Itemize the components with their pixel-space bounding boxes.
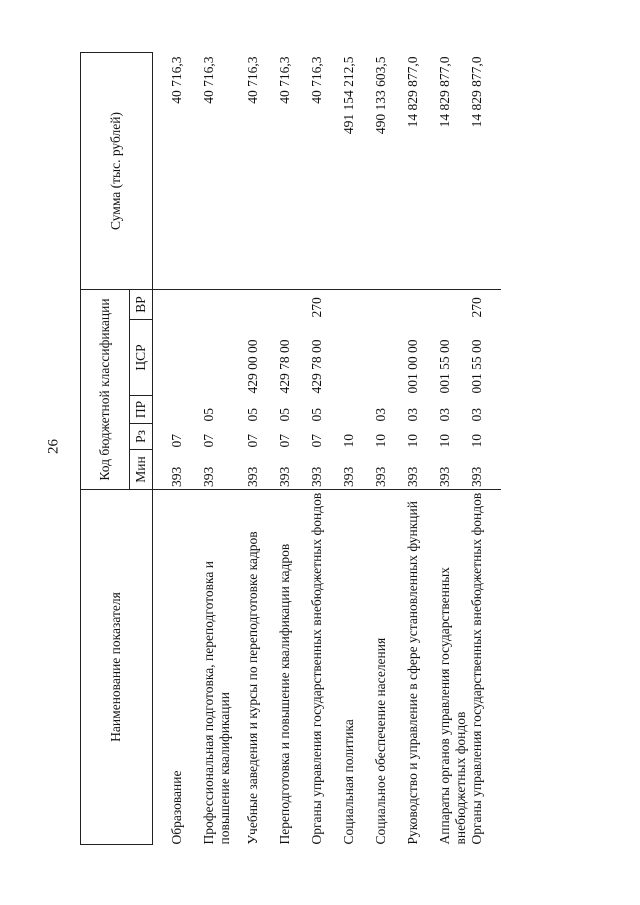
row-rz: 07	[201, 434, 216, 448]
row-name: Аппараты органов управления государственных внебюджетных фондов	[437, 490, 469, 845]
row-rz: 10	[373, 434, 388, 448]
row-csr: 001 55 00	[469, 339, 485, 394]
row-vr	[201, 290, 245, 320]
row-pr: 05	[245, 408, 260, 422]
row-name: Профессиональная подготовка, переподготовка и повышение квалификации	[201, 490, 245, 845]
row-pr: 03	[373, 408, 388, 422]
row-min: 393	[437, 466, 452, 487]
budget-table	[80, 52, 501, 845]
row-vr	[245, 290, 277, 320]
row-min: 393	[201, 466, 216, 487]
row-sum: 40 716,3	[277, 53, 309, 290]
row-rz: 10	[405, 434, 420, 448]
page-number: 26	[45, 439, 62, 454]
header-name: Наименование показателя	[81, 490, 153, 845]
row-pr	[341, 396, 373, 424]
row-sum: 14 829 877,0	[405, 53, 437, 290]
row-name: Социальная политика	[341, 490, 373, 845]
table-row	[245, 53, 277, 845]
table-row	[469, 53, 501, 845]
row-csr	[201, 320, 245, 396]
spacer-row	[153, 53, 170, 845]
table-row	[405, 53, 437, 845]
row-name: Руководство и управление в сфере установленных функций	[405, 490, 437, 845]
row-sum: 40 716,3	[245, 53, 277, 290]
table-row	[437, 53, 469, 845]
row-csr: 429 78 00	[277, 339, 292, 394]
table-row	[169, 53, 201, 845]
row-min: 393	[341, 466, 356, 487]
row-csr	[169, 320, 201, 396]
rotated-page-content	[80, 53, 531, 845]
row-pr: 03	[469, 408, 485, 422]
row-pr: 03	[437, 408, 452, 422]
table-row	[309, 53, 341, 845]
header-min: Мин	[130, 450, 153, 490]
row-vr	[373, 290, 405, 320]
row-min: 393	[277, 466, 292, 487]
table-row	[373, 53, 405, 845]
header-code-group: Код бюджетной классификации	[81, 290, 130, 490]
row-rz: 07	[169, 434, 184, 448]
row-rz: 10	[469, 434, 485, 448]
row-csr	[341, 320, 373, 396]
row-csr: 001 55 00	[437, 339, 452, 394]
row-vr: 270	[469, 297, 485, 318]
row-sum: 14 829 877,0	[469, 53, 501, 290]
row-name: Органы управления государственных внебюджетных фондов	[469, 490, 501, 845]
row-csr: 429 00 00	[245, 339, 260, 394]
header-row	[81, 53, 130, 845]
row-pr: 05	[201, 408, 216, 422]
header-pr: ПР	[130, 396, 153, 424]
row-rz: 07	[245, 434, 260, 448]
row-pr: 05	[309, 408, 324, 422]
row-sum: 490 133 603,5	[373, 53, 405, 290]
header-vr: ВР	[130, 290, 153, 320]
row-rz: 07	[277, 434, 292, 448]
row-sum: 491 154 212,5	[341, 53, 373, 290]
row-pr: 05	[277, 408, 292, 422]
table-row	[201, 53, 245, 845]
row-rz: 10	[437, 434, 452, 448]
row-sum: 40 716,3	[201, 53, 245, 290]
row-vr: 270	[309, 297, 324, 318]
row-sum: 14 829 877,0	[437, 53, 469, 290]
header-sum: Сумма (тыс. рублей)	[81, 53, 153, 290]
row-vr	[437, 290, 469, 320]
row-min: 393	[309, 466, 324, 487]
row-name: Социальное обеспечение населения	[373, 490, 405, 845]
row-pr	[169, 396, 201, 424]
row-sum: 40 716,3	[309, 53, 341, 290]
row-min: 393	[245, 466, 260, 487]
row-rz: 10	[341, 434, 356, 448]
row-name: Органы управления государственных внебюджетных фондов	[309, 490, 341, 845]
row-sum: 40 716,3	[169, 53, 201, 290]
row-name: Учебные заведения и курсы по переподготовке кадров	[245, 490, 277, 845]
row-min: 393	[373, 466, 388, 487]
row-name: Переподготовка и повышение квалификации кадров	[277, 490, 309, 845]
row-rz: 07	[309, 434, 324, 448]
header-csr: ЦСР	[130, 320, 153, 396]
row-name: Образование	[169, 490, 201, 845]
row-vr	[405, 290, 437, 320]
row-min: 393	[469, 466, 485, 487]
table-row	[277, 53, 309, 845]
row-vr	[169, 290, 201, 320]
row-vr	[341, 290, 373, 320]
row-min: 393	[169, 466, 184, 487]
row-csr: 429 78 00	[309, 339, 324, 394]
table-row	[341, 53, 373, 845]
row-vr	[277, 290, 309, 320]
row-pr: 03	[405, 408, 420, 422]
row-min: 393	[405, 466, 420, 487]
row-csr	[373, 320, 405, 396]
header-rz: Рз	[130, 424, 153, 450]
row-csr: 001 00 00	[405, 339, 420, 394]
